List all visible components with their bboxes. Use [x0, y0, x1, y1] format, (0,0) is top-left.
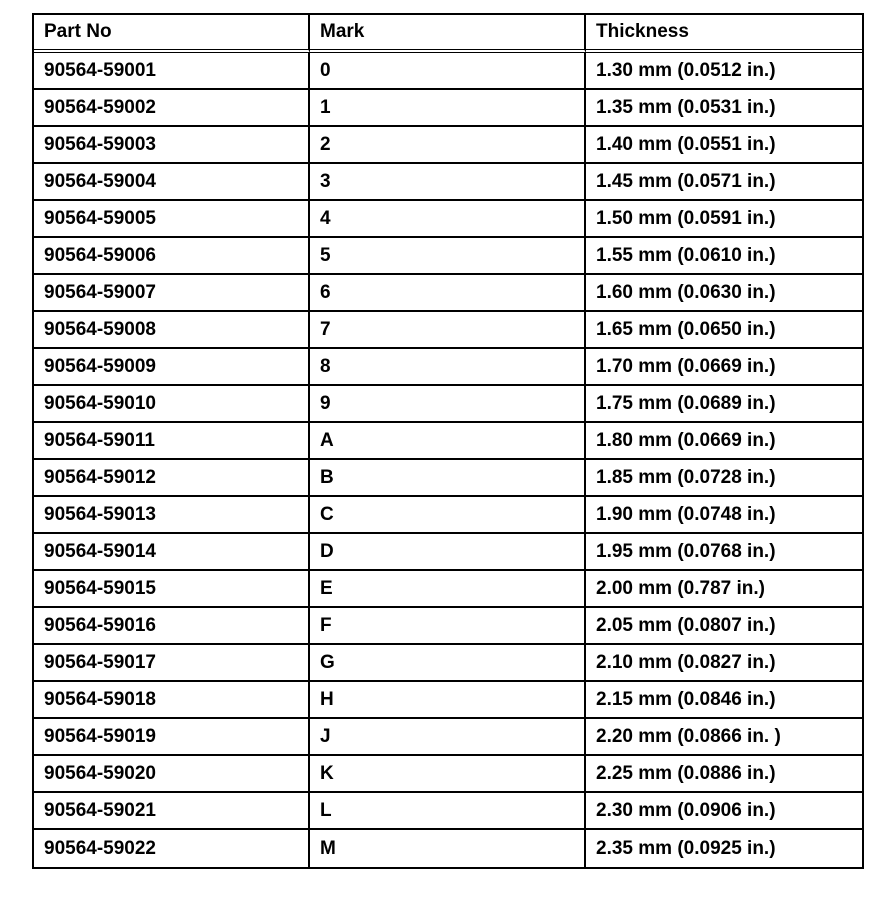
header-thickness: Thickness: [586, 15, 862, 53]
part-no-cell: 90564-59021: [34, 793, 310, 830]
mark-cell: F: [310, 608, 586, 645]
table-row: [34, 830, 862, 867]
header-row: [34, 15, 862, 53]
thickness-cell: 1.50 mm (0.0591 in.): [586, 201, 862, 238]
mark-cell: 3: [310, 164, 586, 201]
table-row: [34, 386, 862, 423]
thickness-cell: 1.80 mm (0.0669 in.): [586, 423, 862, 460]
table-row: [34, 571, 862, 608]
thickness-cell: 1.35 mm (0.0531 in.): [586, 90, 862, 127]
part-no-cell: 90564-59019: [34, 719, 310, 756]
table-row: [34, 608, 862, 645]
part-no-cell: 90564-59020: [34, 756, 310, 793]
mark-cell: D: [310, 534, 586, 571]
part-no-cell: 90564-59018: [34, 682, 310, 719]
thickness-cell: 1.60 mm (0.0630 in.): [586, 275, 862, 312]
table-row: [34, 756, 862, 793]
table-row: [34, 423, 862, 460]
part-no-cell: 90564-59016: [34, 608, 310, 645]
thickness-cell: 2.10 mm (0.0827 in.): [586, 645, 862, 682]
thickness-cell: 1.95 mm (0.0768 in.): [586, 534, 862, 571]
thickness-cell: 2.35 mm (0.0925 in.): [596, 837, 776, 859]
table-row: [34, 682, 862, 719]
table-row: [34, 497, 862, 534]
mark-cell: 9: [310, 386, 586, 423]
mark-cell: 4: [310, 201, 586, 238]
table-row: [34, 164, 862, 201]
table-row: [34, 460, 862, 497]
part-no-cell: 90564-59001: [34, 53, 310, 90]
thickness-cell: 2.30 mm (0.0906 in.): [586, 793, 862, 830]
table-row: [34, 793, 862, 830]
part-no-cell: 90564-59015: [34, 571, 310, 608]
thickness-cell: 1.65 mm (0.0650 in.): [586, 312, 862, 349]
table-row: [34, 127, 862, 164]
thickness-cell: 2.25 mm (0.0886 in.): [586, 756, 862, 793]
table-body: [34, 53, 862, 867]
mark-cell: M: [310, 830, 586, 867]
table-row: [34, 53, 862, 90]
thickness-cell: 1.45 mm (0.0571 in.): [586, 164, 862, 201]
mark-cell: L: [310, 793, 586, 830]
mark-cell: 7: [310, 312, 586, 349]
table-header: [34, 15, 862, 53]
part-no-cell: 90564-59003: [34, 127, 310, 164]
thickness-cell: 1.85 mm (0.0728 in.): [586, 460, 862, 497]
mark-cell: 6: [310, 275, 586, 312]
table-row: [34, 534, 862, 571]
thickness-cell: 1.70 mm (0.0669 in.): [586, 349, 862, 386]
thickness-cell: 1.30 mm (0.0512 in.): [586, 53, 862, 90]
mark-cell: 1: [310, 90, 586, 127]
part-no-cell: 90564-59017: [34, 645, 310, 682]
part-no-cell: 90564-59009: [34, 349, 310, 386]
table-row: [34, 238, 862, 275]
mark-cell: K: [310, 756, 586, 793]
mark-cell: B: [310, 460, 586, 497]
part-no-cell: 90564-59010: [34, 386, 310, 423]
part-no-cell: 90564-59012: [34, 460, 310, 497]
part-no-cell: 90564-59013: [34, 497, 310, 534]
part-no-cell: 90564-59008: [34, 312, 310, 349]
thickness-cell: 1.55 mm (0.0610 in.): [586, 238, 862, 275]
mark-cell: A: [310, 423, 586, 460]
header-mark: Mark: [310, 15, 586, 53]
part-no-cell: 90564-59014: [34, 534, 310, 571]
mark-cell: J: [310, 719, 586, 756]
part-no-cell: 90564-59011: [34, 423, 310, 460]
part-no-cell: 90564-59002: [34, 90, 310, 127]
header-part-no: Part No: [34, 15, 310, 53]
mark-cell: G: [310, 645, 586, 682]
mark-cell: H: [310, 682, 586, 719]
shim-table-container: [32, 13, 860, 869]
shim-thickness-table: [32, 13, 864, 869]
mark-cell: C: [310, 497, 586, 534]
mark-cell: 8: [310, 349, 586, 386]
mark-cell: 2: [310, 127, 586, 164]
thickness-cell: 1.40 mm (0.0551 in.): [586, 127, 862, 164]
thickness-cell: 2.20 mm (0.0866 in. ): [586, 719, 862, 756]
part-no-cell: 90564-59007: [34, 275, 310, 312]
table-row: [34, 90, 862, 127]
thickness-cell: 2.05 mm (0.0807 in.): [586, 608, 862, 645]
table-row: [34, 201, 862, 238]
table-row: [34, 275, 862, 312]
thickness-cell: 1.90 mm (0.0748 in.): [586, 497, 862, 534]
part-no-cell: 90564-59006: [34, 238, 310, 275]
mark-cell: E: [310, 571, 586, 608]
table-row: [34, 719, 862, 756]
table-row: [34, 645, 862, 682]
mark-cell: 5: [310, 238, 586, 275]
part-no-cell: 90564-59004: [34, 164, 310, 201]
table-row: [34, 349, 862, 386]
thickness-cell: 2.15 mm (0.0846 in.): [586, 682, 862, 719]
part-no-cell: 90564-59005: [34, 201, 310, 238]
thickness-cell: 2.00 mm (0.787 in.): [586, 571, 862, 608]
part-no-cell: 90564-59022: [34, 830, 310, 867]
mark-cell: 0: [310, 53, 586, 90]
thickness-cell: 1.75 mm (0.0689 in.): [586, 386, 862, 423]
table-row: [34, 312, 862, 349]
